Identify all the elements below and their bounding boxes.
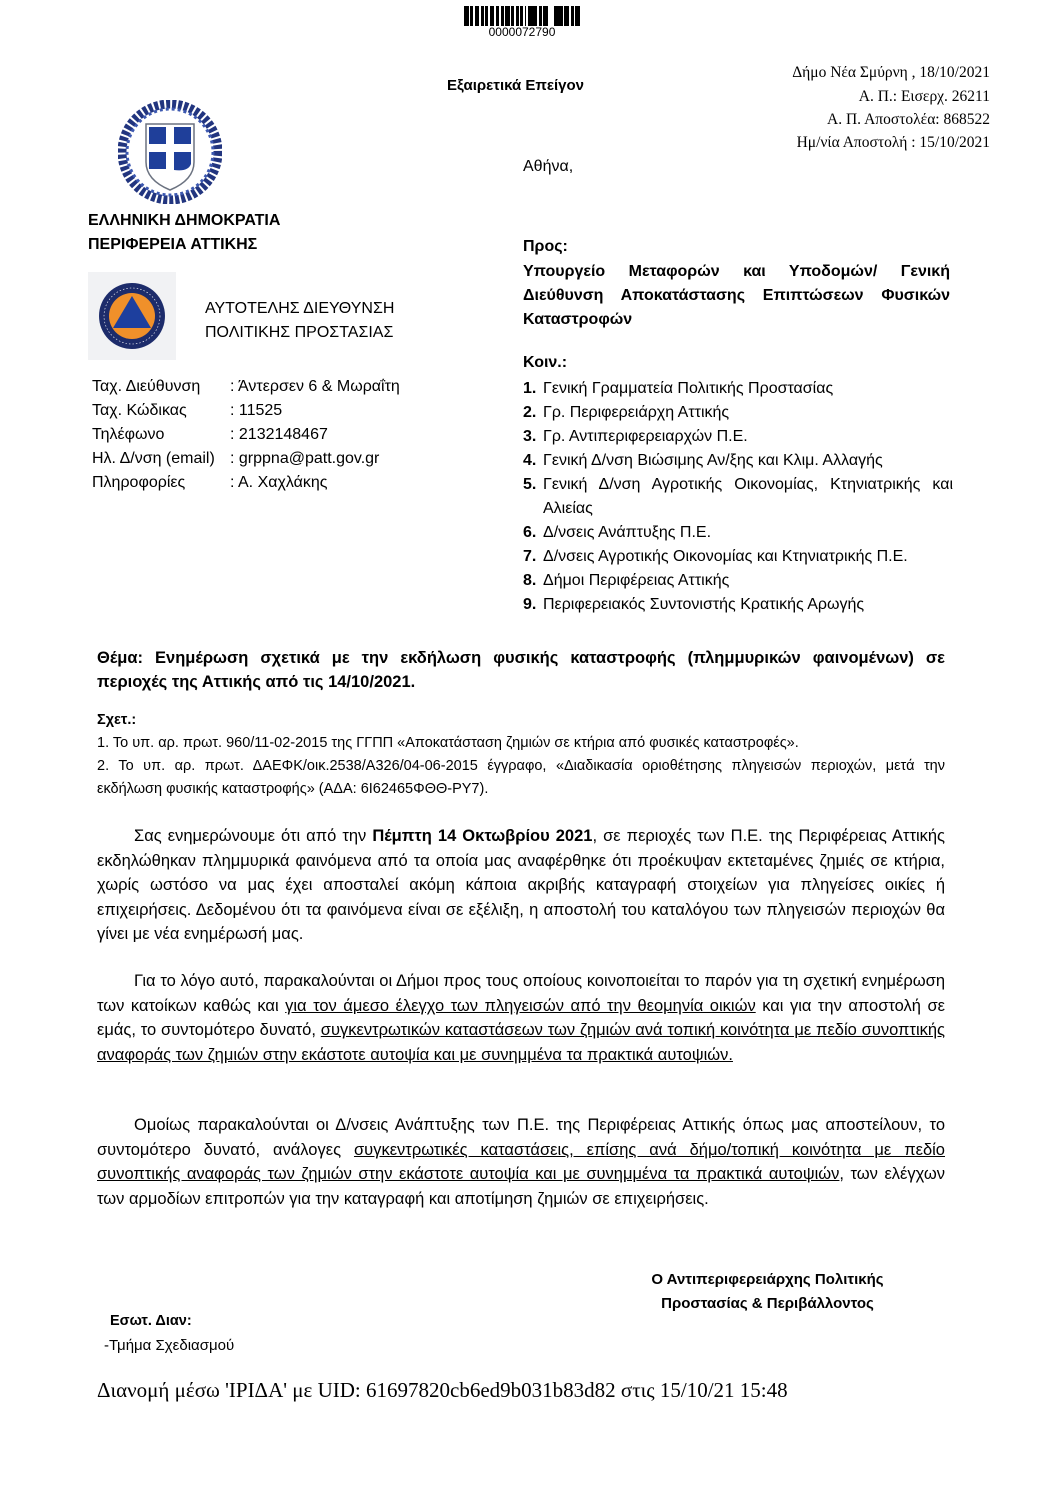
reference-title: «Αποκατάσταση ζημιών σε κτήρια από φυσικές καταστροφές». xyxy=(397,735,799,751)
underlined-request: συγκεντρωτικών καταστάσεων των ζημιών ανά τοπική κοινότητα με πεδίο συνοπτικής αναφοράς των ζημιών στην εκάστοτε αυτοψία και με συνημμένα τα πρακτικά αυτοψιών. xyxy=(97,1021,945,1064)
recipient-place-date: Δήμο Νέα Σμύρνη , 18/10/2021 xyxy=(792,64,990,81)
department-name-line-1: ΑΥΤΟΤΕΛΗΣ ΔΙΕΥΘΥΝΣΗ xyxy=(205,300,395,317)
underlined-request: για τον άμεσο έλεγχο των πληγεισών από την θεομηνία οικιών xyxy=(285,996,756,1015)
region-name: ΠΕΡΙΦΕΡΕΙΑ ΑΤΤΙΚΗΣ xyxy=(88,236,258,253)
sender-protocol-number: Α. Π. Αποστολέα: 868522 xyxy=(827,111,990,128)
cc-list xyxy=(523,377,953,617)
signatory-title: Ο Αντιπεριφερειάρχης Πολιτικής Προστασίας & Περιβάλλοντος xyxy=(651,1271,884,1312)
cc-item: 1. Γενική Γραμματεία Πολιτικής Προστασίας xyxy=(523,380,834,397)
contact-value: : Α. Χαχλάκης xyxy=(230,474,328,491)
contact-value: : 11525 xyxy=(230,402,283,419)
to-recipient: Υπουργείο Μεταφορών και Υποδομών/ Γενική Διεύθυνση Αποκατάστασης Επιπτώσεων Φυσικών Καταστροφών xyxy=(523,263,950,328)
contact-label: Ταχ. Κώδικας xyxy=(92,402,187,419)
cc-item: 5. Γενική Δ/νση Αγροτικής Οικονομίας, Κτηνιατρικής και Αλιείας xyxy=(523,476,953,517)
contact-label: Πληροφορίες xyxy=(92,474,186,491)
internal-distribution-item: -Τμήμα Σχεδιασμού xyxy=(104,1337,235,1354)
contact-info-person xyxy=(92,474,328,492)
cc-item: 7. Δ/νσεις Αγροτικής Οικονομίας και Κτηνιατρικής Π.Ε. xyxy=(523,548,908,565)
internal-distribution-label: Εσωτ. Διαν: xyxy=(110,1313,192,1329)
barcode-number: 0000072790 xyxy=(488,25,556,39)
contact-value: : Άντερσεν 6 & Μωραΐτη xyxy=(230,378,400,395)
contact-value: : 2132148467 xyxy=(230,426,328,443)
org-name: ΕΛΛΗΝΙΚΗ ΔΗΜΟΚΡΑΤΙΑ xyxy=(88,212,281,229)
cc-item: 6. Δ/νσεις Ανάπτυξης Π.Ε. xyxy=(523,524,712,541)
cc-item: 8. Δήμοι Περιφέρειας Αττικής xyxy=(523,572,730,589)
related-item: 1. Το υπ. αρ. πρωτ. 960/11-02-2015 της ΓΓΠΠ «Αποκατάσταση ζημιών σε κτήρια από φυσικές καταστροφές». xyxy=(97,735,799,751)
related-item: 2. Το υπ. αρ. πρωτ. ΔΑΕΦΚ/οικ.2538/Α326/04-06-2015 έγγραφο, «Διαδικασία οριοθέτησης πληγεισών περιοχών, μετά την εκδήλωση φυσικής καταστροφής» (ΑΔΑ: 6Ι62465ΦΘΘ-ΡΥ7). xyxy=(97,758,945,797)
body-paragraph-2: Για το λόγο αυτό, παρακαλούνται οι Δήμοι προς τους οποίους κοινοποιείται το παρόν για τη σχετική ενημέρωση των κατοίκων καθώς και για τον άμεσο έλεγχο των πληγεισών από την θεομηνία οικιών και για την αποστολή σε εμάς, το συντομότερο δυνατό, συγκεντρωτικών καταστάσεων των ζημιών ανά τοπική κοινότητα με πεδίο συνοπτικής αναφοράς των ζημιών στην εκάστοτε αυτοψία και με συνημμένα τα πρακτικά αυτοψιών. xyxy=(97,972,945,1064)
contact-label: Ταχ. Διεύθυνση xyxy=(92,378,201,395)
contact-address xyxy=(92,378,400,396)
reference-number: ΔΑΕΦΚ/οικ.2538/Α326/04-06-2015 xyxy=(252,758,478,774)
department-name-line-2: ΠΟΛΙΤΙΚΗΣ ΠΡΟΣΤΑΣΙΑΣ xyxy=(205,324,394,341)
incoming-protocol-number: Α. Π.: Εισερχ. 26211 xyxy=(858,88,990,105)
to-label: Προς: xyxy=(523,238,568,255)
send-date: Ημ/νία Αποστολή : 15/10/2021 xyxy=(796,134,990,151)
event-date: Πέμπτη 14 Οκτωβρίου 2021 xyxy=(372,827,593,845)
contact-postcode xyxy=(92,402,282,420)
cc-item: 9. Περιφερειακός Συντονιστής Κρατικής Αρωγής xyxy=(523,596,865,613)
greek-coat-of-arms-icon xyxy=(118,100,222,204)
place-of-issue: Αθήνα, xyxy=(523,158,574,175)
cc-item: 3. Γρ. Αντιπεριφερειαρχών Π.Ε. xyxy=(523,428,748,445)
body-paragraph-3: Ομοίως παρακαλούνται οι Δ/νσεις Ανάπτυξης των Π.Ε. της Περιφέρειας Αττικής όπως μας αποστείλουν, το συντομότερο δυνατό, ανάλογες συγκεντρωτικές καταστάσεις, επίσης ανά δήμο/τοπική κοινότητα με πεδίο συνοπτικής αναφοράς των ζημιών στην εκάστοτε αυτοψία και με συνημμένα τα πρακτικά αυτοψιών, των ελέγχων των αρμοδίων επιτροπών για την καταγραφή και αποτίμηση ζημιών σε επιχειρήσεις. xyxy=(97,1116,946,1208)
cc-label: Κοιν.: xyxy=(523,354,568,371)
distribution-footer: Διανομή μέσω 'ΙΡΙΔΑ' με UID: 61697820cb6ed9b031b83d82 στις 15/10/21 15:48 xyxy=(97,1378,788,1402)
reference-title: «Διαδικασία οριοθέτησης πληγεισών περιοχών, μετά την εκδήλωση φυσικής καταστροφής» (ΑΔΑ: 6Ι62465ΦΘΘ-ΡΥ7). xyxy=(97,758,945,797)
subject-line: Θέμα: Ενημέρωση σχετικά με την εκδήλωση φυσικής καταστροφής (πλημμυρικών φαινομένων) σε περιοχές της Αττικής από τις 14/10/2021. xyxy=(97,649,945,691)
cc-item: 4. Γενική Δ/νση Βιώσιμης Αν/ξης και Κλιμ. Αλλαγής xyxy=(523,452,883,469)
reference-number: 960/11-02-2015 xyxy=(226,735,328,751)
contact-email xyxy=(92,450,379,468)
underlined-request: συγκεντρωτικές καταστάσεις, επίσης ανά δήμο/τοπική κοινότητα με πεδίο συνοπτικής αναφοράς των ζημιών στην εκάστοτε αυτοψία και με συνημμένα τα πρακτικά αυτοψιών xyxy=(97,1140,945,1183)
body-paragraph-1: Σας ενημερώνουμε ότι από την Πέμπτη 14 Οκτωβρίου 2021, σε περιοχές των Π.Ε. της Περιφέρειας Αττικής εκδηλώθηκαν πλημμυρικά φαινόμενα από τα οποία μας αναφέρθηκε ότι προέκυψαν εκτεταμένες ζημιές σε κτήρια, χωρίς ωστόσο να μας έχει αποσταλεί ακόμη κάποια ακριβής καταγραφή στοιχείων για πληγείσες οικίες ή επιχειρήσεις. Δεδομένου ότι τα φαινόμενα είναι σε εξέλιξη, η αποστολή του καταλόγου των πληγεισών περιοχών θα γίνει με νέα ενημέρωσή μας. xyxy=(97,827,946,943)
barcode xyxy=(464,6,580,26)
related-references xyxy=(97,732,945,801)
contact-phone xyxy=(92,426,328,444)
contact-label: Τηλέφωνο xyxy=(92,426,165,443)
related-label: Σχετ.: xyxy=(97,712,137,728)
civil-protection-logo-icon xyxy=(88,272,176,360)
contact-value: : grppna@patt.gov.gr xyxy=(230,450,380,467)
contact-label: Ηλ. Δ/νση (email) xyxy=(92,450,215,467)
cc-item: 2. Γρ. Περιφερειάρχη Αττικής xyxy=(523,404,730,421)
urgency-label: Εξαιρετικά Επείγον xyxy=(447,77,585,94)
